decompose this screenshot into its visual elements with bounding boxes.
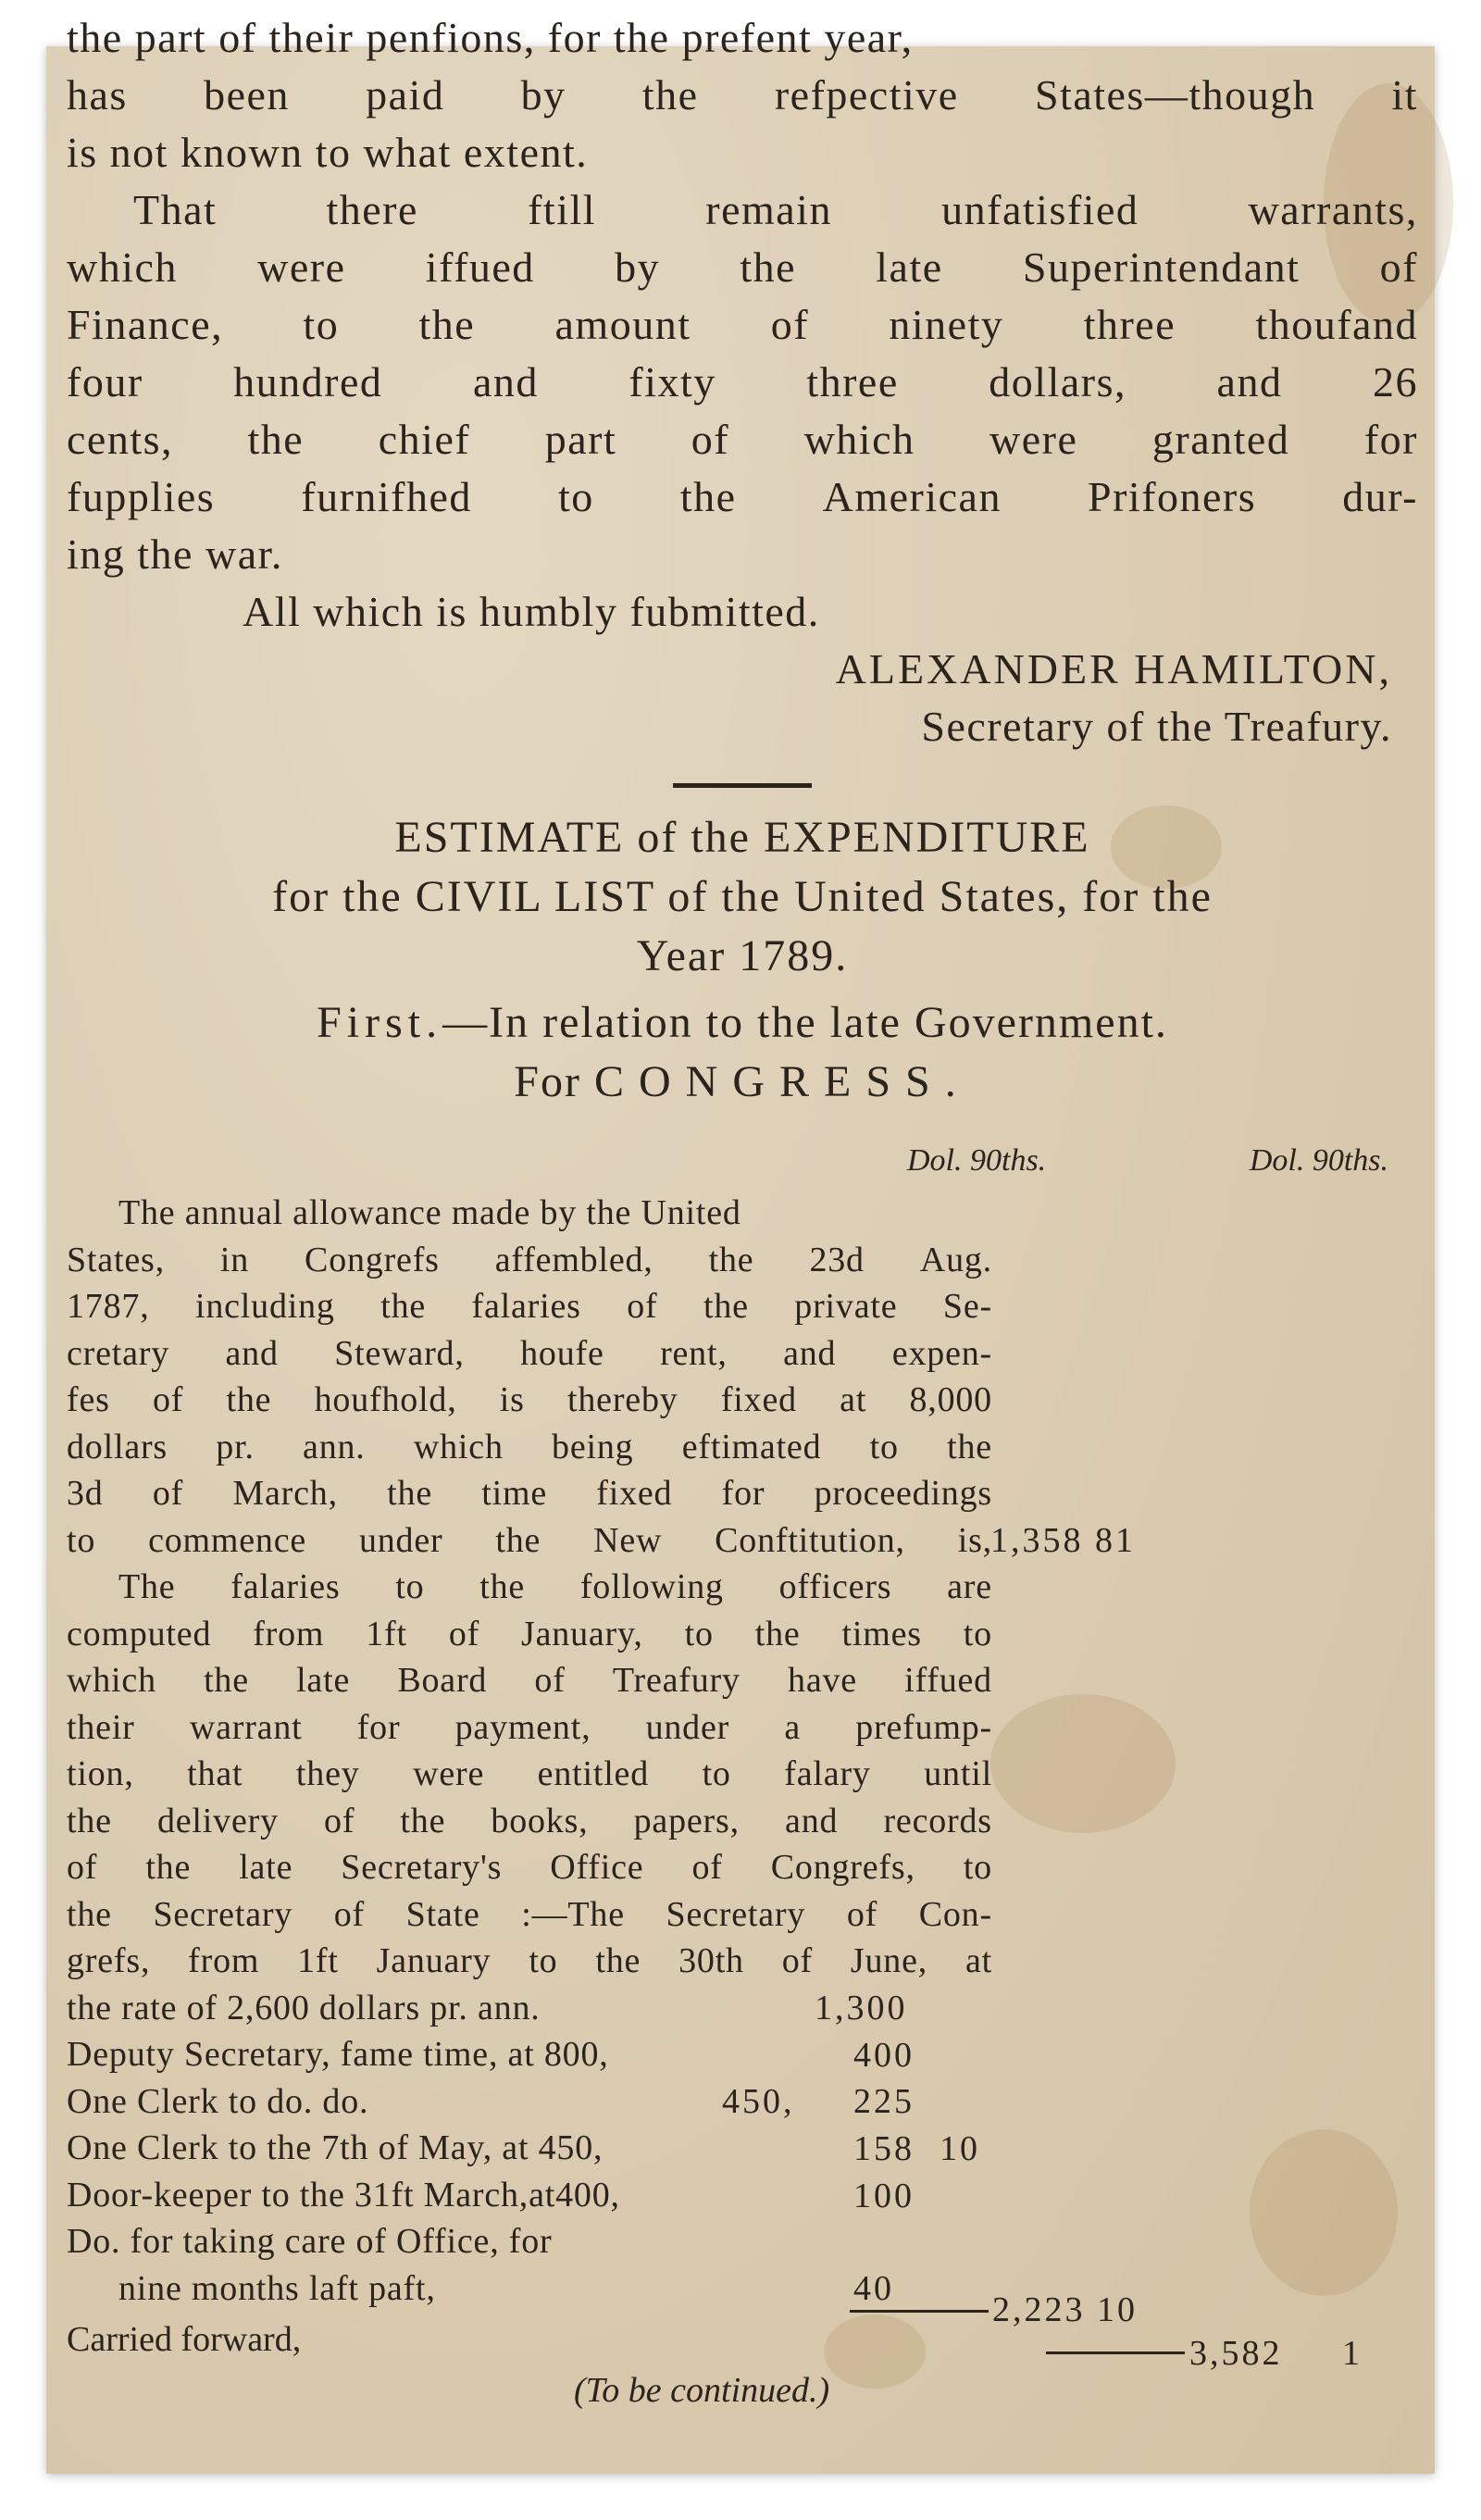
amount-clerk: 225 xyxy=(853,2082,915,2121)
signer-title: Secretary of the Treafury. xyxy=(921,703,1392,750)
amount-doorkeeper: 100 xyxy=(853,2177,915,2215)
column-headers xyxy=(907,1143,1388,1179)
first-label: First. xyxy=(317,998,443,1047)
estimate-heading-3: Year 1789. xyxy=(636,931,849,980)
first-heading xyxy=(67,993,1418,1053)
estimate-line: The falaries to the following officers are xyxy=(118,1567,992,1606)
column-header-2: Dol. 90ths. xyxy=(1249,1143,1388,1178)
estimate-heading-1: ESTIMATE of the EXPENDITURE xyxy=(394,813,1090,862)
estimate-line: which the late Board of Treafury have iffued xyxy=(67,1661,992,1700)
for-label: For xyxy=(514,1057,581,1106)
amount-deputy: 400 xyxy=(853,2036,915,2075)
estimate-line: Door-keeper to the 31ft March,at400, xyxy=(67,2175,620,2214)
closing-line: All which is humbly fubmitted. xyxy=(243,588,820,635)
estimate-line: of the late Secretary's Office of Congrefs, to xyxy=(67,1848,992,1887)
amount-clerk-may: 158 xyxy=(853,2129,915,2168)
amount-total: 3,582 xyxy=(1189,2334,1283,2373)
congress-heading xyxy=(67,1053,1418,1112)
amount-clerk-may-90ths: 10 xyxy=(940,2129,980,2168)
estimate-line: One Clerk to the 7th of May, at 450, xyxy=(67,2128,604,2167)
amount-clerk-rate: 450, xyxy=(722,2082,795,2121)
estimate-line: 1787, including the falaries of the private Se- xyxy=(67,1287,992,1326)
total-rule xyxy=(1046,2352,1185,2354)
estimate-line: computed from 1ft of January, to the times to xyxy=(67,1614,992,1653)
section-rule xyxy=(673,783,812,788)
subtotal-rule xyxy=(850,2310,989,2313)
amount-total-90ths: 1 xyxy=(1342,2334,1363,2373)
report-paragraphs xyxy=(67,9,1418,583)
estimate-line: tion, that they were entitled to falary until xyxy=(67,1754,992,1793)
estimate-line: the delivery of the books, papers, and records xyxy=(67,1801,992,1840)
estimate-line: Deputy Secretary, fame time, at 800, xyxy=(67,2035,609,2074)
text-line: has been paid by the refpective States—though it xyxy=(67,71,1418,119)
congress-label: CONGRESS. xyxy=(593,1057,971,1106)
signer-name: ALEXANDER HAMILTON, xyxy=(835,645,1392,692)
text-line: That there ftill remain unfatisfied warrants, xyxy=(133,186,1418,233)
carried-forward: Carried forward, xyxy=(67,2320,302,2359)
text-line: Finance, to the amount of ninety three thoufand xyxy=(67,301,1418,348)
text-line: four hundred and fixty three dollars, and 26 xyxy=(67,358,1418,405)
text-line: which were iffued by the late Superintendant of xyxy=(67,243,1418,291)
estimate-line: to commence under the New Conftitution, is, xyxy=(67,1520,992,1560)
text-line: is not known to what extent. xyxy=(67,129,589,176)
estimate-line: grefs, from 1ft January to the 30th of June, at xyxy=(67,1941,992,1980)
newspaper-page xyxy=(46,14,1435,2474)
upper-text-block xyxy=(67,9,1418,1112)
estimate-line: 3d of March, the time fixed for proceedings xyxy=(67,1474,992,1513)
estimate-line: Do. for taking care of Office, for xyxy=(67,2222,553,2261)
to-be-continued: (To be continued.) xyxy=(574,2371,830,2410)
text-line: ing the war. xyxy=(67,530,283,578)
estimate-line: fes of the houfhold, is thereby fixed at 8,000 xyxy=(67,1380,992,1419)
amount-secretary: 1,300 xyxy=(815,1989,908,2027)
column-header-1: Dol. 90ths. xyxy=(907,1143,1047,1178)
text-line: the part of their penfions, for the prefent year, xyxy=(67,14,914,61)
estimate-line: the Secretary of State :—The Secretary of Con- xyxy=(67,1894,992,1934)
estimate-line: The annual allowance made by the United xyxy=(118,1193,741,1232)
estimate-line: One Clerk to do. do. xyxy=(67,2081,369,2121)
estimate-heading-2: for the CIVIL LIST of the United States, for the xyxy=(272,872,1213,921)
estimate-line: cretary and Steward, houfe rent, and expen- xyxy=(67,1333,992,1373)
estimate-line: their warrant for payment, under a prefump- xyxy=(67,1707,992,1747)
text-line: fupplies furnifhed to the American Prifoners dur- xyxy=(67,473,1418,520)
estimate-line: nine months laft paft, xyxy=(118,2268,436,2308)
amount-subtotal: 2,223 10 xyxy=(992,2290,1138,2329)
amount-congress-allowance: 1,358 81 xyxy=(990,1521,1136,1560)
amount-office-care: 40 xyxy=(853,2269,894,2308)
estimate-line: States, in Congrefs affembled, the 23d Aug. xyxy=(67,1240,992,1279)
first-heading-rest: —In relation to the late Government. xyxy=(442,998,1168,1047)
text-line: cents, the chief part of which were granted for xyxy=(67,416,1418,463)
estimate-line: the rate of 2,600 dollars pr. ann. xyxy=(67,1988,541,2027)
estimate-line: dollars pr. ann. which being eftimated to the xyxy=(67,1427,992,1466)
